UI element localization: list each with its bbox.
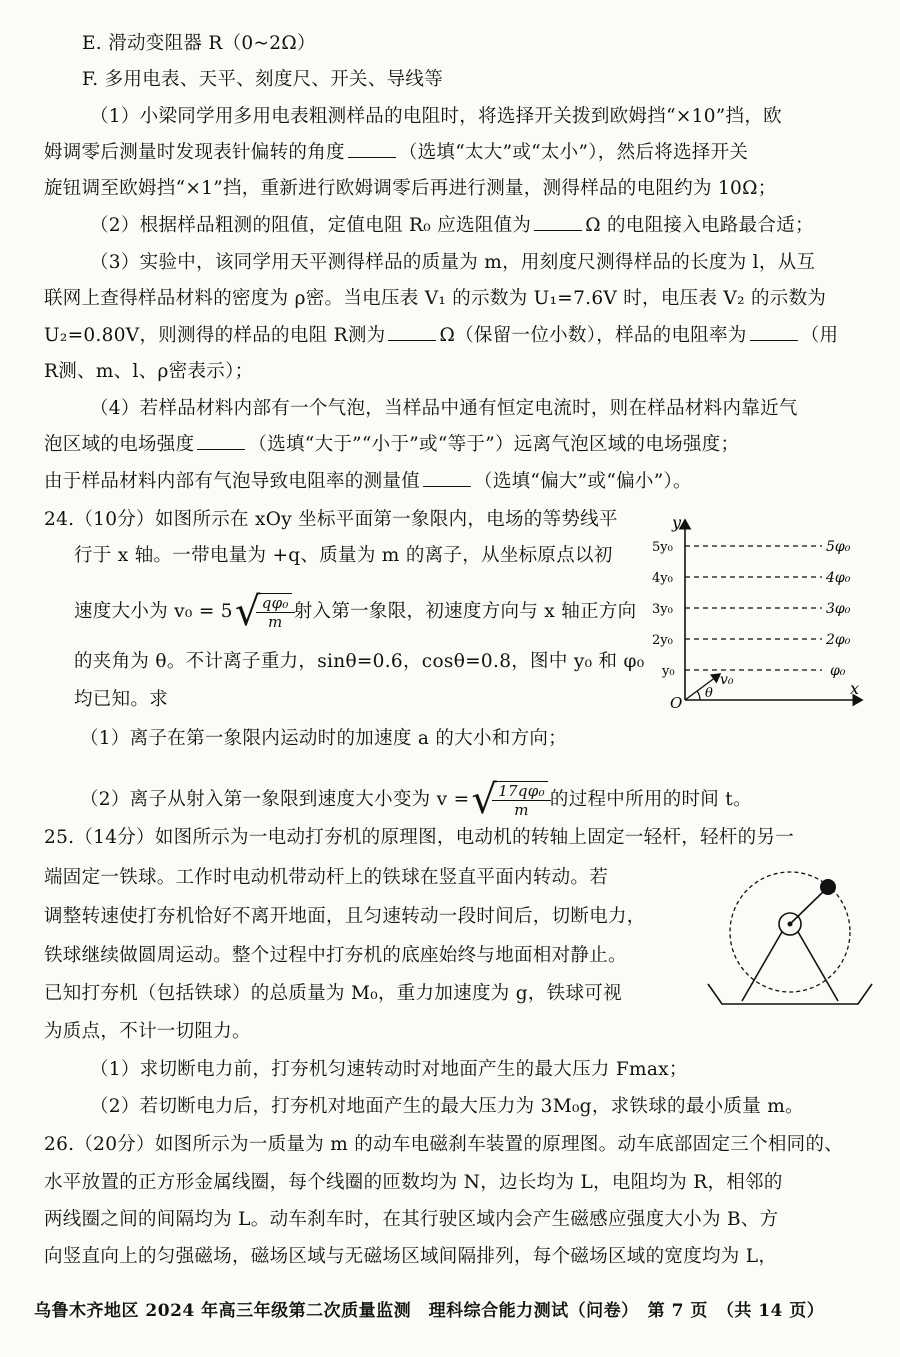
q23-part3-line3c: （用: [800, 325, 839, 346]
q24-line3b: 射入第一象限，初速度方向与 x 轴正方向: [293, 601, 637, 622]
page-footer: 乌鲁木齐地区 2024 年高三年级第二次质量监测 理科综合能力测试（问卷） 第 7 页 （共 14 页）: [34, 1301, 825, 1321]
phi-label-3: 3φ₀: [826, 601, 851, 617]
q23-part4-line3b: （选填“偏大”或“偏小”）。: [474, 471, 692, 492]
q23-part3-line1: （3）实验中，该同学用天平测得样品的质量为 m，用刻度尺测得样品的长度为 l，从互: [90, 252, 816, 273]
q24-line5: 均已知。求: [74, 689, 169, 710]
frac-numerator: qφ₀: [256, 594, 295, 613]
sqrt-formula-v: [471, 777, 548, 823]
q24-line1: 24.（10分）如图所示在 xOy 坐标平面第一象限内，电场的等势线平: [44, 509, 618, 530]
q26-line2: 水平放置的正方形金属线圈，每个线圈的匝数均为 N，边长均为 L，电阻均为 R，相邻的: [44, 1172, 783, 1193]
origin-label: O: [670, 694, 683, 712]
q24-part1: （1）离子在第一象限内运动时的加速度 a 的大小和方向；: [80, 728, 567, 749]
frac-numerator: 17qφ₀: [492, 782, 551, 801]
answer-blank: [388, 324, 436, 341]
q25-part2: （2）若切断电力后，打夯机对地面产生的最大压力为 3M₀g，求铁球的最小质量 m。: [90, 1096, 804, 1117]
q23-part2: [90, 214, 814, 238]
q25-line2: 端固定一铁球。工作时电动机带动杆上的铁球在竖直平面内转动。若: [44, 867, 609, 888]
q23-part1-line1: （1）小梁同学用多用电表粗测样品的电阻时，将选择开关拨到欧姆挡“×10”挡，欧: [90, 106, 782, 127]
equipotential-figure: [650, 512, 870, 712]
q25-line1: 25.（14分）如图所示为一电动打夯机的原理图，电动机的转轴上固定一轻杆，轻杆的另一: [44, 827, 795, 848]
q23-part4-line2a: 泡区域的电场强度: [44, 434, 195, 455]
q23-part4-line3: [44, 470, 692, 494]
sqrt-formula-v0: [234, 589, 292, 635]
tick-label-y0: y₀: [662, 664, 675, 679]
q23-part1-line2b: （选填“太大”或“太小”），然后将选择开关: [398, 142, 749, 163]
equipotential-line-1: [661, 663, 846, 679]
q24-part2a: （2）离子从射入第一象限到速度大小变为 v =: [80, 789, 470, 810]
q23-part1-line2: [44, 141, 748, 165]
frac-denominator: m: [514, 801, 529, 819]
equipotential-line-5: [652, 539, 851, 555]
equipotential-line-2: [652, 632, 851, 648]
q23-part4-line1: （4）若样品材料内部有一个气泡，当样品中通有恒定电流时，则在样品材料内靠近气: [90, 398, 798, 419]
answer-blank: [534, 214, 582, 231]
equipotential-line-3: [652, 601, 851, 617]
q23-part3-line3b: Ω（保留一位小数），样品的电阻率为: [439, 325, 747, 346]
q26-line4: 向竖直向上的匀强磁场，磁场区域与无磁场区域间隔排列，每个磁场区域的宽度均为 L，: [44, 1246, 778, 1267]
q25-line6: 为质点，不计一切阻力。: [44, 1021, 251, 1042]
ground-base: [708, 984, 872, 1004]
phi-label-1: φ₀: [830, 663, 846, 679]
iron-ball: [820, 879, 836, 895]
tick-label-4y0: 4y₀: [652, 571, 673, 586]
radical-sign: √: [471, 777, 498, 823]
theta-label: θ: [705, 686, 713, 701]
phi-label-5: 5φ₀: [826, 539, 851, 555]
q25-line3: 调整转速使打夯机恰好不离开地面，且匀速转动一段时间后，切断电力，: [44, 906, 646, 927]
angle-arc: [697, 691, 700, 700]
q23-part1-line3: 旋钮调至欧姆挡“×1”挡，重新进行欧姆调零后再进行测量，测得样品的电阻约为 10Ω；: [44, 178, 777, 199]
option-f: F. 多用电表、天平、刻度尺、开关、导线等: [82, 69, 444, 90]
answer-blank: [423, 470, 471, 487]
q26-line1: 26.（20分）如图所示为一质量为 m 的动车电磁刹车装置的原理图。动车底部固定三个相同的、: [44, 1134, 844, 1155]
tamping-machine-figure: [700, 856, 880, 1016]
q23-part2b: Ω 的电阻接入电路最合适；: [585, 215, 814, 236]
phi-label-2: 2φ₀: [826, 632, 851, 648]
answer-blank: [348, 141, 396, 158]
q25-line5: 已知打夯机（包括铁球）的总质量为 M₀，重力加速度为 g，铁球可视: [44, 983, 622, 1004]
fraction: [259, 593, 292, 631]
q24-line4: 的夹角为 θ。不计离子重力，sinθ=0.6，cosθ=0.8，图中 y₀ 和 φ₀: [74, 651, 645, 672]
q24-line3a: 速度大小为 v₀ = 5: [74, 601, 233, 622]
q24-line3: [74, 589, 637, 635]
x-axis-label: x: [850, 679, 860, 698]
fraction: [495, 781, 548, 819]
answer-blank: [197, 433, 245, 450]
tick-label-5y0: 5y₀: [652, 540, 673, 555]
q23-part4-line2: [44, 433, 739, 457]
frac-denominator: m: [267, 613, 283, 631]
q24-part2: [80, 777, 752, 823]
q25-part1: （1）求切断电力前，打夯机匀速转动时对地面产生的最大压力 Fmax；: [90, 1059, 688, 1080]
q23-part4-line3a: 由于样品材料内部有气泡导致电阻率的测量值: [44, 471, 421, 492]
light-rod: [790, 889, 826, 924]
v0-label: v₀: [720, 672, 734, 688]
q23-part4-line2b: （选填“大于”“小于”或“等于”）远离气泡区域的电场强度；: [248, 434, 740, 455]
q23-part3-line3a: U₂=0.80V，则测得的样品的电阻 R测为: [44, 325, 386, 346]
option-e: E. 滑动变阻器 R（0~2Ω）: [82, 33, 316, 54]
q24-part2b: 的过程中所用的时间 t。: [549, 789, 752, 810]
phi-label-4: 4φ₀: [826, 570, 851, 586]
q23-part3-line2: 联网上查得样品材料的密度为 ρ密。当电压表 V₁ 的示数为 U₁=7.6V 时，电压表 V₂ 的示数为: [44, 288, 827, 309]
q26-line3: 两线圈之间的间隔均为 L。动车刹车时，在其行驶区域内会产生磁感应强度大小为 B、方: [44, 1209, 779, 1230]
q23-part3-line4: R测、m、l、ρ密表示）；: [44, 361, 254, 382]
radical-sign: √: [234, 589, 261, 635]
tick-label-3y0: 3y₀: [652, 602, 673, 617]
velocity-arrow: [685, 674, 720, 700]
q23-part2a: （2）根据样品粗测的阻值，定值电阻 R₀ 应选阻值为: [90, 215, 532, 236]
equipotential-line-4: [652, 570, 851, 586]
q25-line4: 铁球继续做圆周运动。整个过程中打夯机的底座始终与地面相对静止。: [44, 945, 627, 966]
answer-blank: [750, 324, 798, 341]
y-axis-label: y: [672, 513, 682, 532]
q23-part3-line3: [44, 324, 838, 348]
q23-part1-line2a: 姆调零后测量时发现表针偏转的角度: [44, 142, 345, 163]
tick-label-2y0: 2y₀: [652, 633, 673, 648]
q24-line2: 行于 x 轴。一带电量为 +q、质量为 m 的离子，从坐标原点以初: [74, 545, 613, 566]
